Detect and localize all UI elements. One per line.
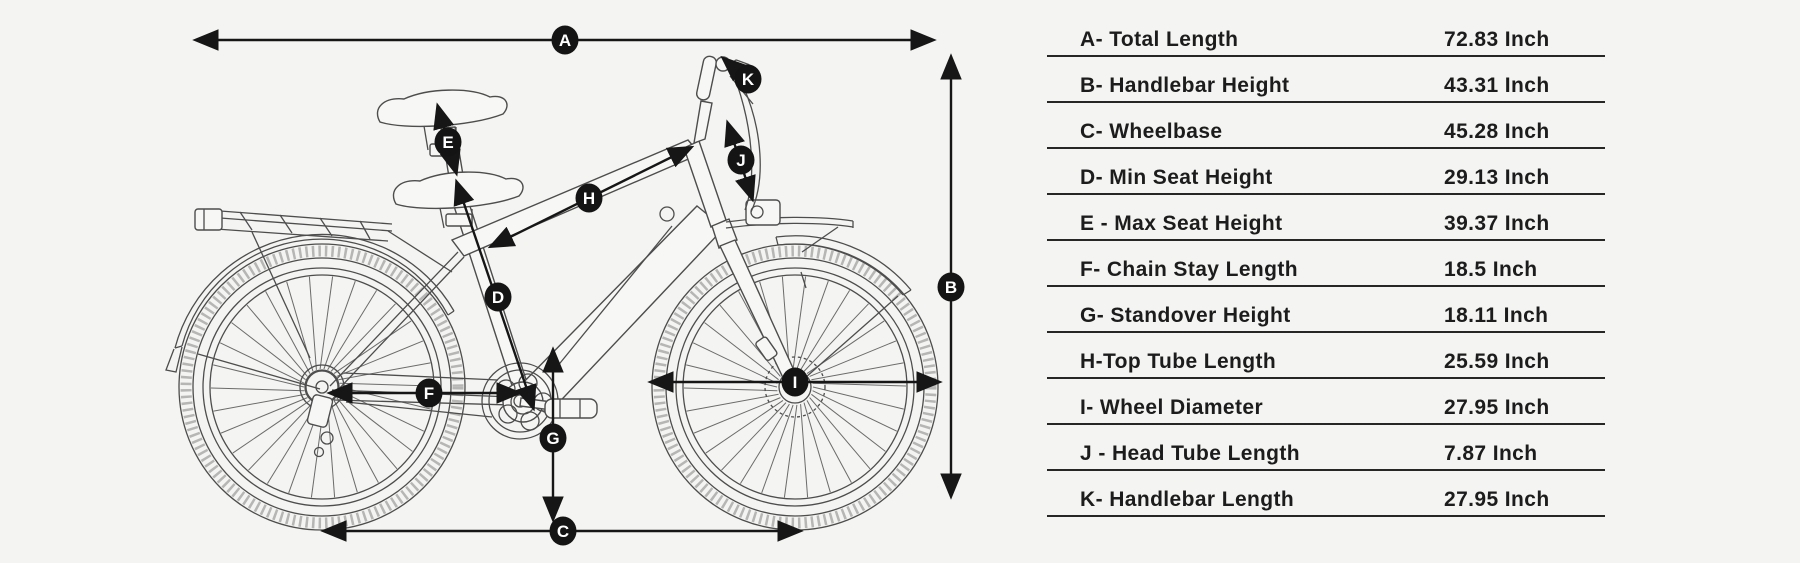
- badge-F: [416, 379, 443, 408]
- badge-letter-B: B: [944, 278, 958, 297]
- stem: [694, 101, 712, 143]
- badge-letter-G: G: [546, 429, 560, 448]
- spec-value: 43.31 Inch: [1444, 74, 1550, 97]
- badge-C: [550, 517, 577, 546]
- badge-letter-H: H: [582, 189, 596, 208]
- badge-D: [485, 283, 512, 312]
- spec-value: 29.13 Inch: [1444, 166, 1550, 189]
- handlebar-grip: [696, 55, 718, 101]
- spec-label: E - Max Seat Height: [1080, 212, 1283, 235]
- spec-value: 39.37 Inch: [1444, 212, 1550, 235]
- spec-label: D- Min Seat Height: [1080, 166, 1273, 189]
- badge-H: [576, 184, 603, 213]
- battery-button: [660, 207, 674, 221]
- table-row-H: [1047, 333, 1605, 379]
- spec-value: 25.59 Inch: [1444, 350, 1550, 373]
- badge-A: [552, 26, 579, 55]
- spec-label: H-Top Tube Length: [1080, 350, 1277, 373]
- spec-value: 45.28 Inch: [1444, 120, 1550, 143]
- badge-I: [782, 368, 809, 397]
- spec-value: 27.95 Inch: [1444, 396, 1550, 419]
- rear-wheel-spokes: [211, 277, 433, 498]
- badge-G: [540, 424, 567, 453]
- badge-letter-C: C: [556, 522, 570, 541]
- badge-letter-J: J: [736, 151, 746, 170]
- badge-J: [728, 146, 755, 175]
- table-row-D: [1047, 149, 1605, 195]
- geometry-spec-table: [1047, 11, 1605, 517]
- spec-label: I- Wheel Diameter: [1080, 396, 1264, 419]
- badge-B: [938, 273, 965, 302]
- table-row-I: [1047, 379, 1605, 425]
- spec-value: 7.87 Inch: [1444, 442, 1538, 465]
- rack-strut-front: [252, 232, 310, 358]
- chain: [344, 373, 498, 380]
- table-row-K: [1047, 471, 1605, 517]
- taillight: [195, 209, 222, 230]
- table-row-E: [1047, 195, 1605, 241]
- badge-letter-E: E: [442, 133, 454, 152]
- badge-letter-I: I: [792, 373, 798, 392]
- spec-label: B- Handlebar Height: [1080, 74, 1290, 97]
- table-row-A: [1047, 11, 1605, 57]
- table-row-B: [1047, 57, 1605, 103]
- spec-value: 72.83 Inch: [1444, 28, 1550, 51]
- rear-rack: [195, 209, 452, 358]
- spec-label: F- Chain Stay Length: [1080, 258, 1298, 281]
- spec-label: C- Wheelbase: [1080, 120, 1223, 143]
- spec-value: 18.5 Inch: [1444, 258, 1538, 281]
- spec-value: 18.11 Inch: [1444, 304, 1549, 327]
- table-row-J: [1047, 425, 1605, 471]
- badge-letter-K: K: [741, 70, 755, 89]
- badge-E: [435, 128, 462, 157]
- badge-K: [735, 65, 762, 94]
- table-row-F: [1047, 241, 1605, 287]
- front-fender-stay: [797, 296, 898, 385]
- badge-letter-A: A: [558, 31, 572, 50]
- badge-letter-D: D: [491, 288, 505, 307]
- spec-value: 27.95 Inch: [1444, 488, 1550, 511]
- table-row-C: [1047, 103, 1605, 149]
- spec-label: G- Standover Height: [1080, 304, 1291, 327]
- spec-label: K- Handlebar Length: [1080, 488, 1295, 511]
- badge-letter-F: F: [423, 384, 435, 403]
- spec-label: A- Total Length: [1080, 28, 1239, 51]
- table-row-G: [1047, 287, 1605, 333]
- spec-label: J - Head Tube Length: [1080, 442, 1300, 465]
